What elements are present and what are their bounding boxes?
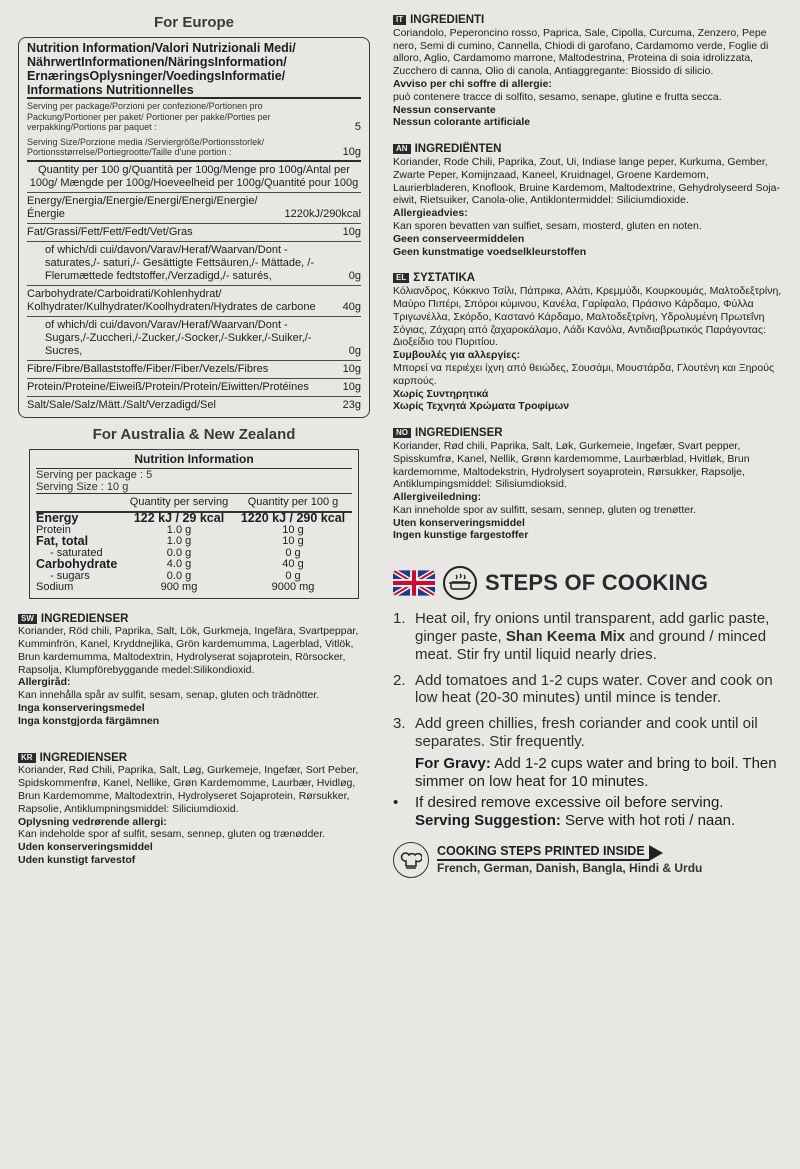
au-row-serv: 900 mg (160, 581, 198, 593)
left-column (18, 10, 370, 867)
au-row-label: Protein (36, 523, 71, 536)
au-row-serv: 122 kJ / 29 kcal (133, 511, 225, 525)
right-column (393, 10, 788, 878)
inside-languages: French, German, Danish, Bangla, Hindi & Urdu (437, 861, 703, 876)
au-row-serv: 4.0 g (166, 558, 192, 570)
serving-suggestion: Serving Suggestion: Serve with hot roti / naan. (415, 812, 736, 830)
australia-title: For Australia & New Zealand (92, 425, 296, 443)
europe-table-heading: Nutrition Information/Valori Nutrizionali Medi/ NährwertInformationen/NäringsInformation/ ErnæringsOplysninger/VoedingsInformatie/ Informations Nutritionnelles (27, 41, 296, 97)
printed-inside-note (393, 842, 788, 878)
sugars-row: of which/di cui/davon/Varav/Heraf/Waarvan/Dont -Sugars,/-Zuccheri,/-Zucker,/-Socker,/-Sukker,/-Suiker,/-Sucres, 0g (27, 316, 361, 360)
au-row-100g: 10 g (282, 523, 304, 536)
steps-header (393, 566, 788, 600)
norwegian-ingredients: NO INGREDIENSER Koriander, Rød chili, Paprika, Salt, Løk, Gurkemeie, Ingefær, Svart pepper, Spisskumfrø, Kanel, Nellik, Grønn kardemomme, Laurbærblad, Hvitløk, Brun kardemomme, Maltodekstrin, Hydrolysert soyaprotein, Rørsukker, Rapsolje, Antiklumpingsmiddel: Silisiumdioksid. Allergiveiledning: Kan inneholde spor av sulfitt, sesam, sennep, gluten og trenøtter. Uten konserveringsmiddel Ingen kunstige fargestoffer (393, 427, 750, 542)
lang-tag: NO (393, 428, 411, 438)
au-row-100g: 40 g (282, 558, 304, 570)
au-col-serving: Quantity per serving (124, 493, 234, 514)
cooking-steps-list (393, 610, 788, 751)
lang-tag: IT (393, 15, 406, 25)
au-serving-size: Serving Size : 10 g (36, 480, 129, 493)
au-row-serv: 0.0 g (166, 569, 192, 582)
italian-ingredients: IT INGREDIENTI Coriandolo, Peperoncino rosso, Paprica, Sale, Cipolla, Curcuma, Zenzero, Pepe nero, Semi di cumino, Cannella, Chiodi di garofano, Cardamomo verde, Foglie di alloro, Aglio, Cardamomo marrone, Maltodestrina, Proteina di soia idrolizzata, Zucchero di canna, Olio di canola, Antiaggregante: Biossido di silicio. Avviso per chi soffre di allergie: può contenere tracce di solfito, sesamo, senape, glutine e frutta secca. Nessun conservante Nessun colorante artificiale (393, 14, 769, 129)
au-serving-package: Serving per package : 5 (36, 468, 153, 481)
gravy-note: For Gravy: Add 1-2 cups water and bring to boil. Then simmer on low heat for 10 minutes. (415, 754, 777, 790)
au-row-serv: 0.0 g (166, 546, 192, 559)
au-row-label: Sodium (36, 581, 74, 593)
swedish-ingredients: SW INGREDIENSER Koriander, Röd chili, Paprika, Salt, Lök, Gurkmeja, Ingefära, Svartpeppar, Kumminfrön, Kanel, Kryddnejlika, Grön kardemumma, Lagerblad, Vitlök, Brun kardemumma, Maltodextrin, Hydrolyserat sojaprotein, Rörsocker, Rapsolja, Klumpförebyggande medel:Silikondioxid. Allergiråd: Kan innehålla spår av sulfit, sesam, senap, gluten och trädnötter. Inga konserveringsmedel Inga konstgjorda färgämnen (18, 612, 359, 727)
cooking-step: 2. Add tomatoes and 1-2 cups water. Cover and cook on low heat (20-30 minutes) until mince is tender. (393, 671, 773, 707)
au-row-100g: 1220 kJ / 290 kcal (240, 511, 346, 525)
cooking-step: 3. Add green chillies, fresh coriander and cook until oil separates. Stir frequently. (393, 715, 758, 751)
europe-title: For Europe (153, 14, 234, 31)
salt-row: Salt/Sale/Salz/Mätt./Salt/Verzadigd/Sel 23g (27, 396, 361, 414)
quantity-header: Quantity per 100 g/Quantità per 100g/Menge pro 100g/Antal per 100g/ Mængde per 100g/Hoeveelheid per 100g/Quantité pour 100g (27, 160, 361, 192)
au-row-100g: 0 g (285, 546, 301, 559)
bullet-icon: • (393, 794, 399, 812)
lang-tag: KR (18, 753, 36, 763)
au-col-100g: Quantity per 100 g (234, 493, 352, 514)
cooking-step: 1. Heat oil, fry onions until transparent, add garlic paste, ginger paste, Shan Keema Mix and ground / minced meat. Stir fry until liquid nearly dries. (393, 610, 770, 663)
arrow-right-icon (649, 845, 663, 861)
chef-hat-icon (393, 842, 429, 878)
steps-title: STEPS OF COOKING (485, 570, 709, 596)
inside-title: COOKING STEPS PRINTED INSIDE (437, 844, 649, 861)
lang-tag: SW (18, 614, 37, 624)
au-row-label: Fat, total (36, 534, 89, 548)
au-row-label: - saturated (50, 546, 103, 559)
protein-row: Protein/Proteine/Eiweiß/Protein/Protein/Eiwitten/Protéines 10g (27, 378, 361, 396)
au-grid (36, 493, 352, 594)
saturates-row: of which/di cui/davon/Varav/Heraf/Waarvan/Dont -saturates,/- saturi,/- Gesättigte Fettsäuren,/- Mättade, /-Flerumættede fedtstoffer,/Verzadigd,/- saturés, 0g (27, 241, 361, 285)
au-table-title: Nutrition Information (36, 452, 352, 469)
au-row-100g: 0 g (285, 569, 301, 582)
au-row-100g: 10 g (282, 535, 304, 547)
dutch-ingredients: AN INGREDIËNTEN Koriander, Rode Chili, Paprika, Zout, Ui, Indiase lange peper, Kurkuma, Gember, Zwarte Peper, Komijnzaad, Kaneel, Kruidnagel, Groene Kardemom, Laurierbladeren, Knoflook, Bruine Kardemom, Maltodextrine, Gehydrolyseerd Soja-eiwit, Rietsuiker, Canola-olie, Antiklontermiddel: Siliciumdioxide. Allergieadvies: Kan sporen bevatten van sulfiet, sesam, mosterd, gluten en noten. Geen conserveermiddelen Geen kunstmatige voedselkleurstoffen (393, 143, 780, 258)
australia-nutrition-table (29, 449, 359, 599)
au-row-label: Energy (36, 511, 79, 525)
lang-tag: EL (393, 273, 409, 283)
au-row-serv: 1.0 g (166, 523, 192, 536)
cooking-pot-icon (443, 566, 477, 600)
europe-nutrition-table (18, 37, 370, 418)
energy-row: Energy/Energia/Energie/Energi/Energi/Energie/Énergie 1220kJ/290kcal (27, 192, 361, 223)
serving-per-package-row: Serving per package/Porzioni per confezione/Portionen pro Packung/Portioner per paket/ Portioner per pakke/Porties per verpakking/Portions par paquet : 5 (27, 97, 361, 135)
lang-tag: AN (393, 144, 411, 154)
au-row-label: - sugars (50, 569, 90, 582)
danish-ingredients: KR INGREDIENSER Koriander, Rød Chili, Paprika, Salt, Løg, Gurkemeje, Ingefær, Sort Peber, Spidskommenfrø, Kanel, Nellike, Grøn Kardemomme, Laurbær, Hvidløg, Brun Kardemomme, Maltodextrin, Hydrolyseret Sojaprotein, Rørsukker, Rapsolie, Antiklumpningsmiddel: Siliciumdioxid. Oplysning vedrørende allergi: Kan indeholde spor af sulfit, sesam, sennep, gluten og trænødder. Uden konserveringsmiddel Uden kunstigt farvestof (18, 751, 359, 867)
fat-row: Fat/Grassi/Fett/Fett/Fedt/Vet/Gras 10g (27, 223, 361, 241)
fibre-row: Fibre/Fibre/Ballaststoffe/Fiber/Fiber/Vezels/Fibres 10g (27, 360, 361, 378)
carbohydrate-row: Carbohydrate/Carboidrati/Kohlenhydrat/ Kolhydrater/Kulhydrater/Koolhydraten/Hydrates de carbone 40g (27, 285, 361, 316)
uk-flag-icon (393, 570, 435, 596)
serving-size-row: Serving Size/Porzione media /Serviergröße/Portionsstorlek/ Portionsstørrelse/Portiegrootte/Taille d'une portion : 10g (27, 136, 361, 158)
au-row-serv: 1.0 g (166, 535, 192, 547)
greek-ingredients: EL ΣΥΣΤΑΤΙΚΑ Κόλιανδρος, Κόκκινο Τσίλι, Πάπρικα, Αλάτι, Κρεμμύδι, Κουρκουμάς, Μαλτοδεξτρίνη, Μαύρο Πιπέρι, Σπόροι κύμινου, Κανέλα, Γαρίφαλο, Πράσινο Κάρδαμο, Φύλλα Τριγωνέλλα, Σκόρδο, Καστανό Κάρδαμο, Μαλτοδεξτρίνη, Υδρολυμένη Πρωτεΐνη Σόγιας, Ζάχαρη από ζαχαροκάλαμο, Λάδι Κανόλα, Αντιδιαβρωτικός Παράγοντας: Διοξείδιο του Πυριτίου. Συμβουλές για αλλεργίες: Μπορεί να περιέχει ίχνη από θειώδες, Σουσάμι, Μουστάρδα, Γλουτένη και Ξηρούς καρπούς. Χωρίς Συντηρητικά Χωρίς Τεχνητά Χρώματα Τροφίμων (393, 272, 782, 413)
au-row-100g: 9000 mg (271, 581, 315, 593)
oil-tip: • If desired remove excessive oil before serving. (393, 794, 724, 812)
au-row-label: Carbohydrate (36, 557, 118, 571)
